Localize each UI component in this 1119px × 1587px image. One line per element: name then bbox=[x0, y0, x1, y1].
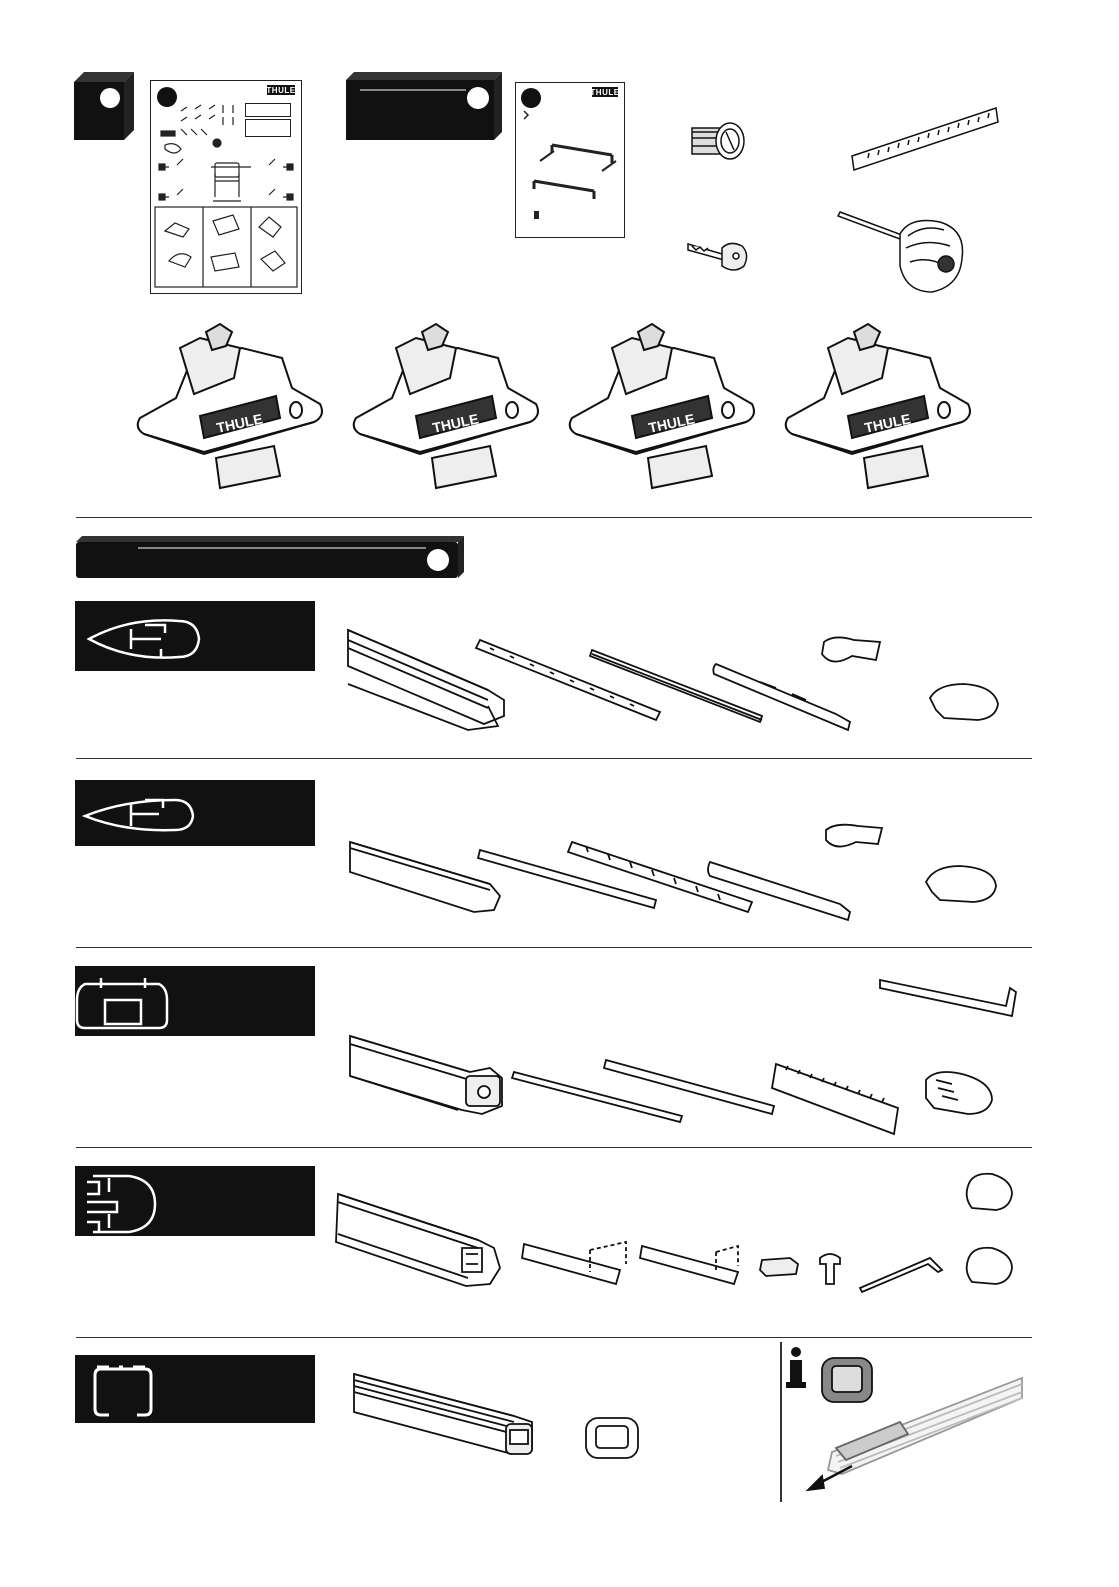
profile-label-wingbar-evo bbox=[75, 601, 315, 671]
rubber-strip bbox=[478, 850, 656, 908]
measuring-tape-icon bbox=[772, 1064, 898, 1134]
section-divider bbox=[76, 947, 1032, 948]
profile-label-probar bbox=[75, 966, 315, 1036]
slide-adapter-2 bbox=[640, 1246, 738, 1284]
foot-pack-instruction-sheet bbox=[150, 80, 302, 294]
profile-label-slidebar bbox=[75, 1166, 315, 1236]
arrow-head-icon bbox=[808, 1476, 824, 1490]
section-divider bbox=[76, 1337, 1032, 1338]
info-illustration bbox=[806, 1352, 1026, 1502]
end-cap-top bbox=[822, 637, 880, 661]
foot-pack-box-shape bbox=[74, 72, 136, 142]
info-divider bbox=[780, 1342, 782, 1502]
profile-1-parts bbox=[340, 620, 1020, 740]
bar-kit-box-shape bbox=[76, 536, 466, 578]
thule-logo-tag: THULE bbox=[590, 87, 620, 97]
end-cap bbox=[926, 866, 996, 902]
slide-adapter-1 bbox=[522, 1244, 620, 1284]
end-cap bbox=[926, 1072, 992, 1114]
end-cap-top bbox=[826, 825, 882, 847]
roof-foot-1 bbox=[138, 324, 322, 488]
allen-key-icon bbox=[880, 980, 1016, 1016]
roof-foot-2 bbox=[354, 324, 538, 488]
bar-kit-box bbox=[76, 536, 466, 578]
profile-label-wingbar-edge bbox=[75, 780, 315, 846]
profile-3-parts bbox=[346, 980, 1036, 1140]
foot-pack-box bbox=[74, 72, 136, 142]
measuring-tape-icon bbox=[848, 98, 1000, 178]
kit-sheet-drawing bbox=[516, 83, 624, 237]
sheet-parts-drawing bbox=[151, 81, 301, 293]
roof-foot-3 bbox=[570, 324, 754, 488]
bolt-icon bbox=[820, 1254, 840, 1284]
wing-profile-icon bbox=[75, 601, 315, 671]
kit-instruction-sheet bbox=[515, 82, 625, 238]
key-icon bbox=[686, 236, 750, 280]
foot-adapter bbox=[713, 664, 850, 730]
profile-5-parts bbox=[350, 1368, 670, 1478]
probar-profile-icon bbox=[75, 966, 315, 1036]
wing-bar-2 bbox=[350, 842, 500, 912]
info-icon bbox=[786, 1346, 806, 1390]
thule-logo-tag: THULE bbox=[266, 85, 296, 95]
squarebar-profile-icon bbox=[75, 1355, 315, 1423]
badge-circle bbox=[100, 88, 120, 108]
slidebar-profile-icon bbox=[75, 1166, 315, 1236]
profile-4-parts bbox=[336, 1170, 1036, 1300]
wing-edge-profile-icon bbox=[75, 780, 315, 846]
kit-box-shape bbox=[346, 72, 504, 142]
section-divider bbox=[76, 758, 1032, 759]
end-cap bbox=[930, 684, 998, 720]
badge-circle bbox=[467, 87, 489, 109]
t-nut-icon bbox=[760, 1258, 798, 1276]
kit-box bbox=[346, 72, 504, 142]
end-cap bbox=[967, 1248, 1012, 1284]
foot-adapter bbox=[708, 862, 850, 920]
lock-cylinder-icon bbox=[688, 118, 754, 168]
profile-2-parts bbox=[346, 824, 1026, 924]
end-cap-top bbox=[967, 1174, 1012, 1210]
torque-tool-icon bbox=[836, 206, 968, 302]
roof-foot-4 bbox=[786, 324, 970, 488]
profile-label-squarebar bbox=[75, 1355, 315, 1423]
section-divider bbox=[76, 517, 1032, 518]
roof-feet-row bbox=[130, 318, 1090, 508]
section-divider bbox=[76, 1147, 1032, 1148]
badge-circle bbox=[427, 549, 449, 571]
allen-key-icon bbox=[860, 1258, 942, 1292]
